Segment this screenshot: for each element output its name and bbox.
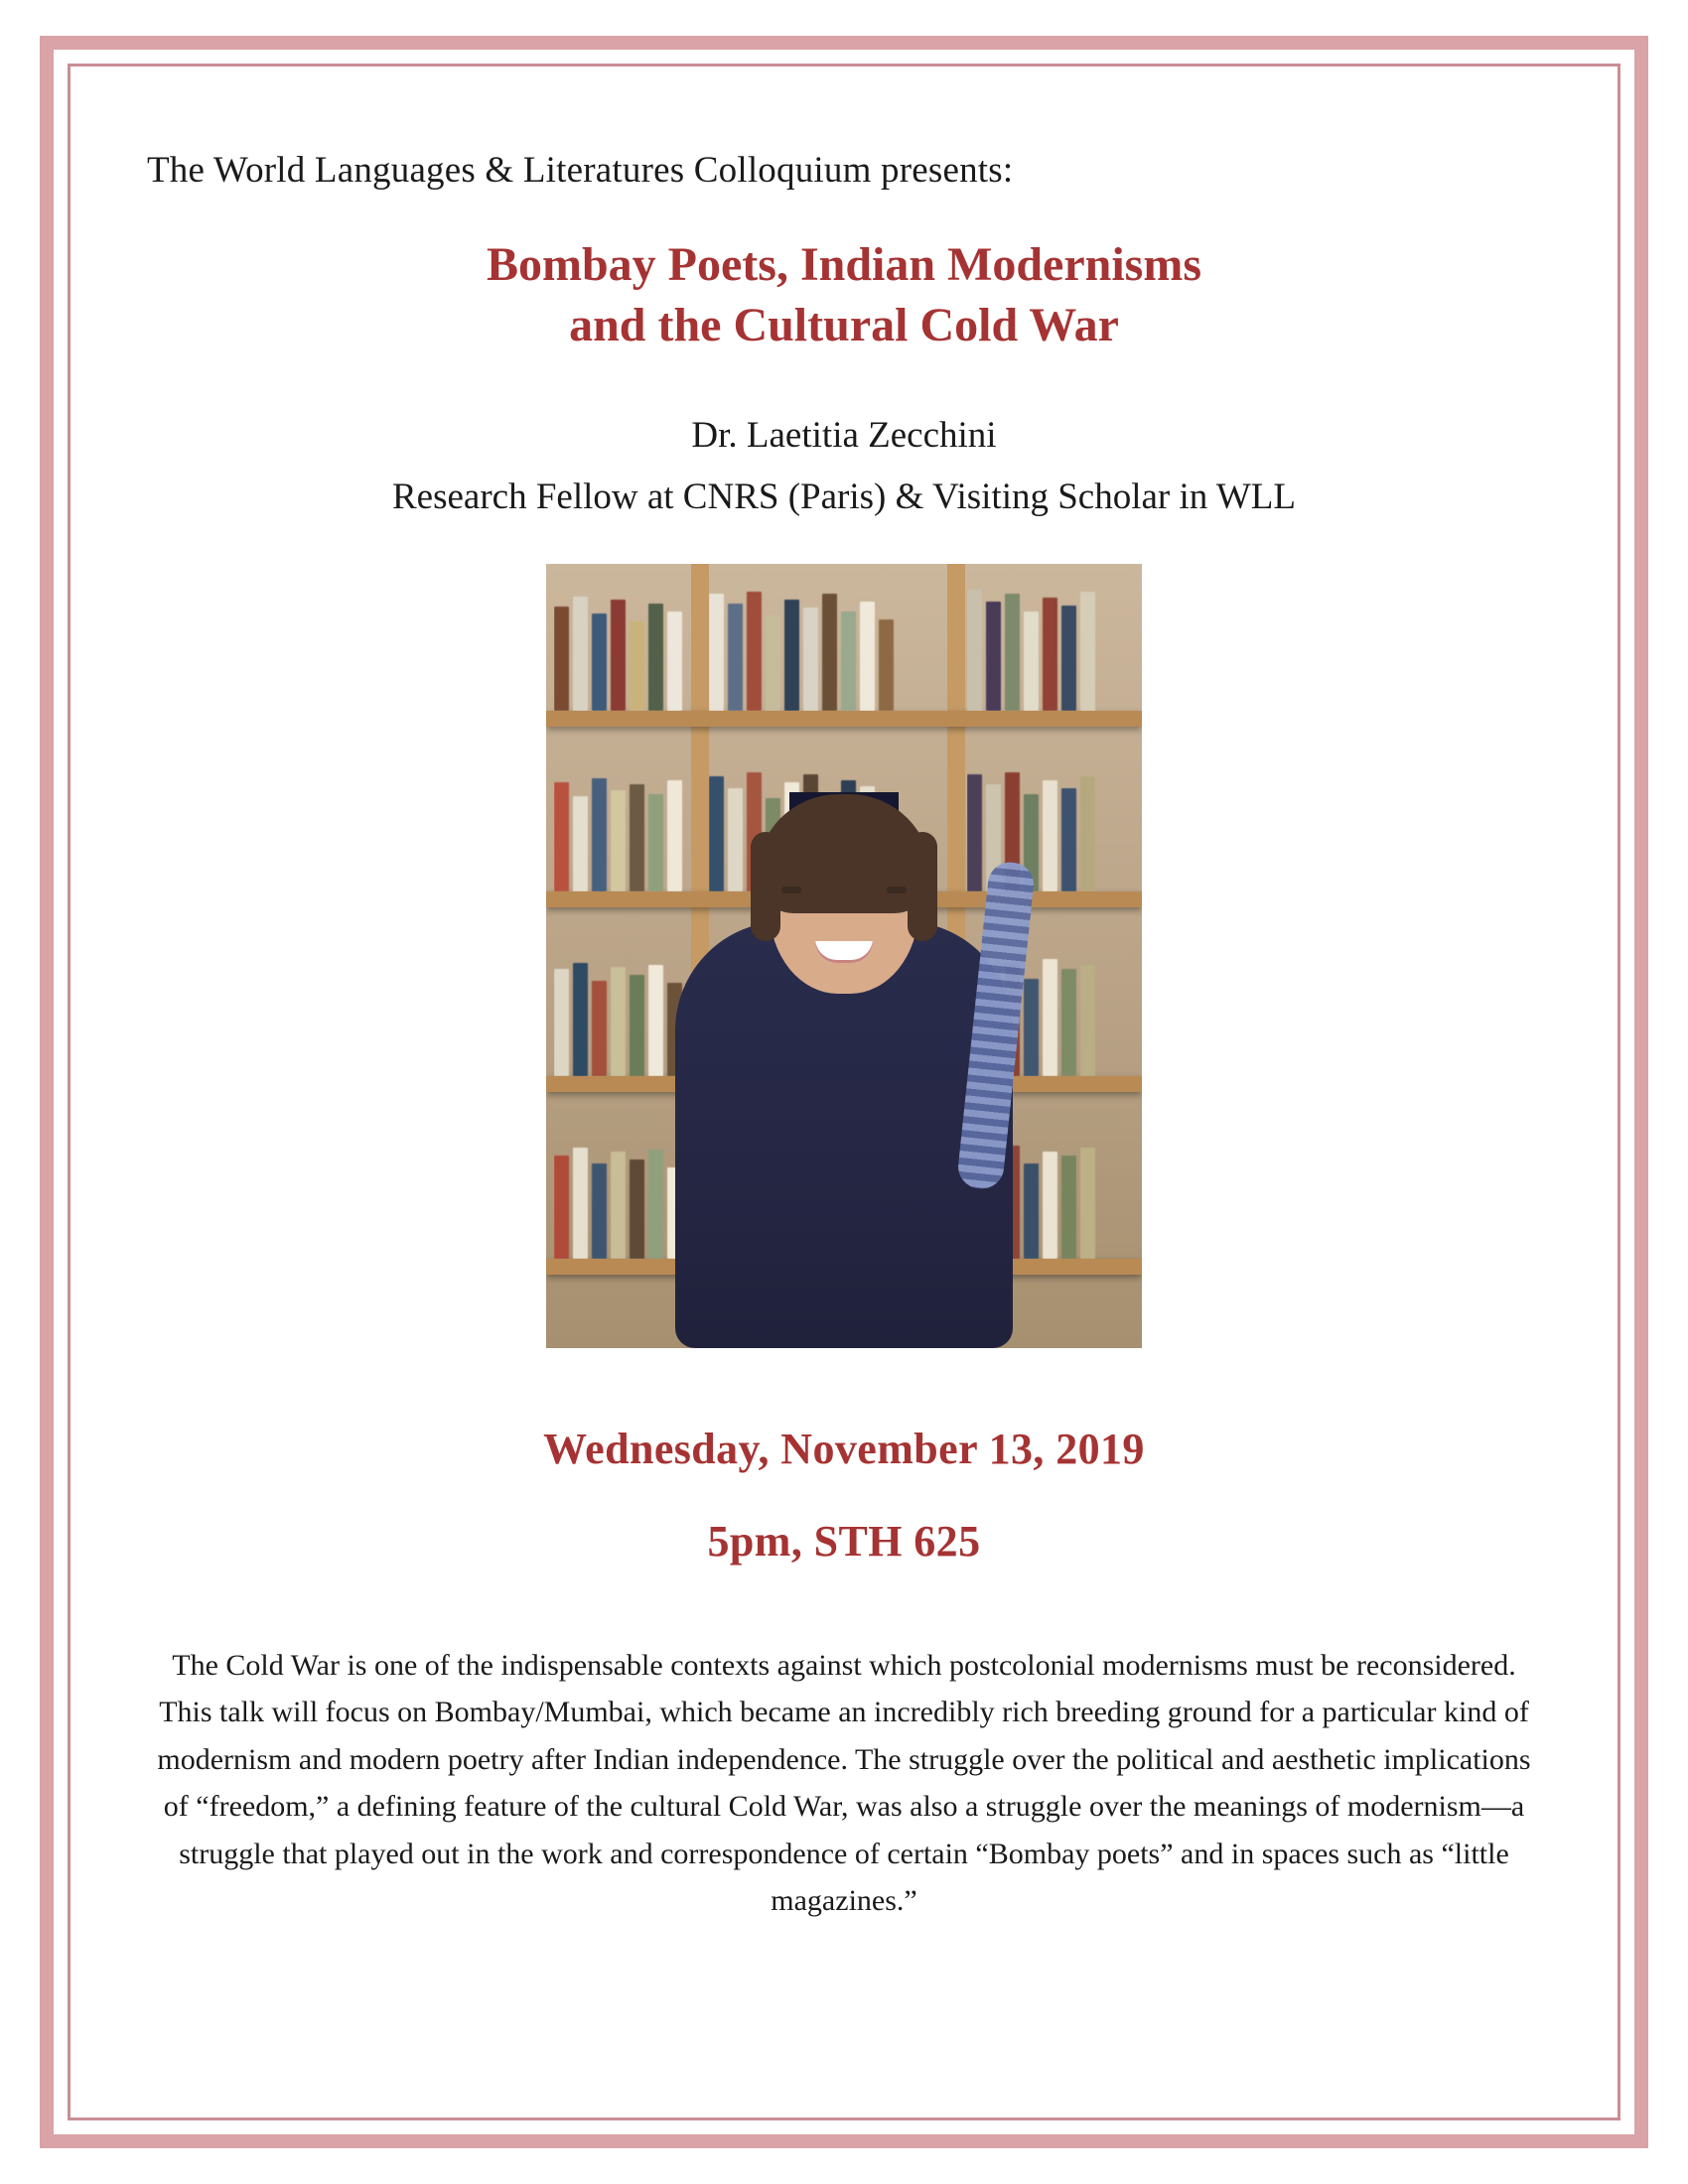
talk-abstract: The Cold War is one of the indispensable contexts against which postcolonial modernisms must be reconsidered. This talk will focus on Bombay/Mumbai, which became an incredibly rich breeding ground for a particular kind of modernism and modern poetry after Indian independence. The struggle over the political and aesthetic implications of “freedom,” a defining feature of the cultural Cold War, was also a struggle over the meanings of modernism—a struggle that played out in the work and correspondence of certain “Bombay poets” and in spaces such as “little magazines.”	[157, 1648, 1531, 1917]
book-row	[967, 584, 1134, 711]
poster-content	[119, 149, 1569, 2075]
speaker-figure	[655, 792, 1033, 1348]
colloquium-presents-line: The World Languages & Literatures Colloquium presents:	[147, 150, 1014, 191]
speaker-hair-side	[751, 832, 780, 941]
speaker-photo	[546, 564, 1142, 1348]
speaker-hair	[757, 794, 931, 913]
speaker-affiliation: Research Fellow at CNRS (Paris) & Visiting Scholar in WLL	[391, 477, 1296, 518]
talk-title-line-1: Bombay Poets, Indian Modernisms	[486, 238, 1202, 291]
book-row	[709, 588, 929, 711]
speaker-name: Dr. Laetitia Zecchini	[691, 414, 997, 456]
speaker-eye	[887, 887, 907, 893]
event-location: 5pm, STH 625	[707, 1516, 981, 1566]
speaker-photo-image	[546, 564, 1142, 1348]
book-row	[554, 592, 683, 711]
speaker-hair-side	[908, 832, 937, 941]
event-date: Wednesday, November 13, 2019	[543, 1424, 1145, 1473]
speaker-eye	[781, 887, 801, 893]
bookshelf-plank	[546, 711, 1142, 727]
talk-title-line-2: and the Cultural Cold War	[569, 298, 1119, 351]
talk-title	[119, 235, 1569, 356]
